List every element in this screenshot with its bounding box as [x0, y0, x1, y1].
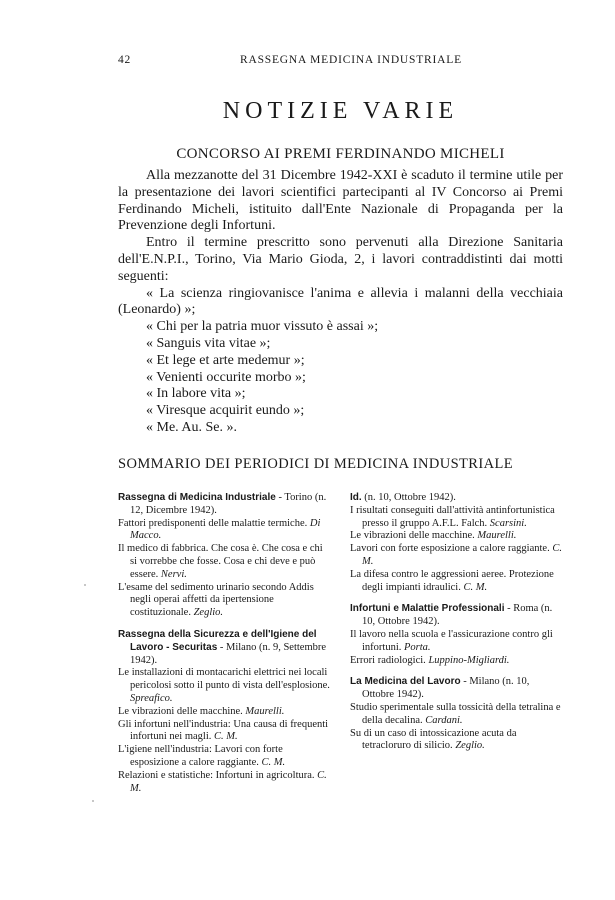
article-item: [350, 543, 562, 569]
periodical-heading: [350, 492, 562, 505]
summary-left-column: [118, 492, 330, 804]
article-title: L'esame del sedimento urinario secondo Addis negli operai affetti da ipertensione costituzionale.: [118, 581, 314, 619]
article-title: Le vibrazioni delle macchine.: [118, 705, 243, 717]
periodical-heading: [118, 629, 330, 667]
article-item: [350, 728, 562, 754]
article-item: [350, 569, 562, 595]
article-author: Cardani.: [425, 714, 463, 726]
motto-item: « Sanguis vita vitae »;: [146, 335, 271, 351]
article-item: [118, 582, 330, 620]
paragraph-deadline: Alla mezzanotte del 31 Dicembre 1942-XXI è scaduto il termine utile per la presentazione dei lavori scientifici partecipanti al IV Concorso ai Premi Ferdinando Micheli, istituito dall'Ente Nazionale di Propaganda per la Prevenzione degli Infortuni.: [118, 168, 563, 234]
article-item: [118, 667, 330, 705]
article-item: [118, 719, 330, 745]
article-author: C. M.: [130, 769, 327, 794]
article-item: [350, 629, 562, 655]
summary-title: SOMMARIO DEI PERIODICI DI MEDICINA INDUSTRIALE: [118, 456, 513, 472]
article-title: La difesa contro le aggressioni aeree. Protezione degli impianti idraulici.: [350, 568, 554, 593]
article-author: Zeglio.: [193, 607, 224, 619]
article-author: Maurelli.: [245, 705, 285, 717]
periodical-name: Infortuni e Malattie Professionali: [350, 603, 505, 615]
article-title: L'igiene nell'industria: Lavori con forte esposizione a calore raggiante.: [118, 744, 283, 768]
article-item: [118, 518, 330, 544]
periodical-heading: [118, 492, 330, 518]
article-author: C. M.: [214, 731, 238, 743]
motto-item: « La scienza ringiovanisce l'anima e allevia i malanni della vecchiaia (Leonardo) »;: [118, 285, 563, 318]
paragraph-received: Entro il termine prescritto sono pervenuti alla Direzione Sanitaria dell'E.N.P.I., Torino, Via Mario Gioda, 2, i lavori contraddistinti dai motti seguenti:: [118, 235, 563, 284]
article-item: [118, 744, 330, 770]
periodical-entry: [350, 676, 562, 753]
periodical-details: - Milano (n. 9, Settembre 1942).: [130, 641, 327, 666]
running-head: [118, 54, 563, 70]
article-title: Su di un caso di intossicazione acuta da tetracloruro di silicio.: [350, 727, 517, 752]
article-title: Errori radiologici.: [350, 654, 426, 666]
periodical-details: - Torino (n. 12, Dicembre 1942).: [130, 492, 327, 516]
summary-right-column: [350, 492, 562, 762]
periodical-heading: [350, 676, 562, 702]
periodical-details: - Roma (n. 10, Ottobre 1942).: [362, 603, 553, 628]
article-title: Studio sperimentale sulla tossicità della tetralina e della decalina.: [350, 701, 561, 726]
article-title: Il lavoro nella scuola e l'assicurazione contro gli infortuni.: [350, 628, 553, 653]
article-author: C. M.: [261, 756, 286, 768]
periodical-name: Id.: [350, 492, 362, 503]
article-title: Il medico di fabbrica. Che cosa è. Che cosa e chi si vorrebbe che fosse. Cosa e chi deve e può essere.: [118, 543, 323, 580]
periodical-details: (n. 10, Ottobre 1942).: [361, 492, 456, 503]
motto-item: « Venienti occurite morbo »;: [146, 369, 306, 385]
periodical-entry: [350, 603, 562, 667]
article-title: Le vibrazioni delle macchine.: [350, 530, 475, 542]
scan-speck: [92, 800, 94, 802]
article-author: C. M.: [463, 581, 488, 593]
periodical-entry: [118, 492, 330, 620]
article-item: [118, 770, 330, 796]
article-author: C. M.: [362, 543, 562, 567]
article-author: Porta.: [404, 641, 431, 653]
page-number: 42: [118, 54, 132, 66]
article-item: [350, 702, 562, 728]
article-item: [118, 706, 330, 719]
article-item: [350, 530, 562, 543]
article-item: [350, 505, 562, 531]
periodical-entry: [350, 492, 562, 594]
periodical-entry: [118, 629, 330, 795]
motto-item: « In labore vita »;: [146, 386, 246, 402]
article-author: Spreafico.: [130, 692, 173, 704]
article-author: Nervi.: [160, 568, 187, 580]
article-author: Zeglio.: [455, 740, 485, 752]
subsection-title: CONCORSO AI PREMI FERDINANDO MICHELI: [176, 146, 505, 162]
article-item: [350, 655, 562, 668]
periodical-name: La Medicina del Lavoro: [350, 676, 461, 688]
article-title: Lavori con forte esposizione a calore raggiante.: [350, 543, 550, 555]
article-title: I risultati conseguiti dall'attività antinfortunistica presso il gruppo A.F.L. Falch.: [350, 504, 555, 529]
article-title: Relazioni e statistiche: Infortuni in agricoltura.: [118, 769, 315, 781]
article-item: [118, 543, 330, 581]
article-title: Gli infortuni nell'industria: Una causa di frequenti infortuni nei magli.: [118, 718, 329, 743]
article-title: Fattori predisponenti delle malattie termiche.: [118, 517, 308, 529]
scan-speck: [84, 584, 86, 586]
periodical-name: Rassegna della Sicurezza e dell'Igiene del Lavoro - Securitas: [118, 628, 317, 653]
motto-item: « Chi per la patria muor vissuto è assai »;: [146, 319, 379, 335]
article-author: Scarsini.: [489, 517, 527, 529]
motto-item: « Et lege et arte medemur »;: [146, 352, 305, 368]
periodical-heading: [350, 603, 562, 629]
article-author: Luppino-Migliardi.: [428, 654, 510, 666]
section-title: NOTIZIE VARIE: [222, 98, 459, 124]
article-author: Di Macco.: [130, 517, 321, 542]
motto-item: « Viresque acquirit eundo »;: [146, 403, 305, 419]
article-title: Le installazioni di montacarichi elettrici nei locali pericolosi sotto il punto di vista dell'esplosione.: [118, 667, 330, 692]
running-head-journal: RASSEGNA MEDICINA INDUSTRIALE: [240, 54, 462, 66]
announcement-body: [118, 168, 563, 437]
motto-item: « Me. Au. Se. ».: [146, 419, 237, 435]
periodical-details: - Milano (n. 10, Ottobre 1942).: [362, 676, 530, 701]
periodical-name: Rassegna di Medicina Industriale: [118, 492, 276, 503]
article-author: Maurelli.: [477, 530, 517, 542]
